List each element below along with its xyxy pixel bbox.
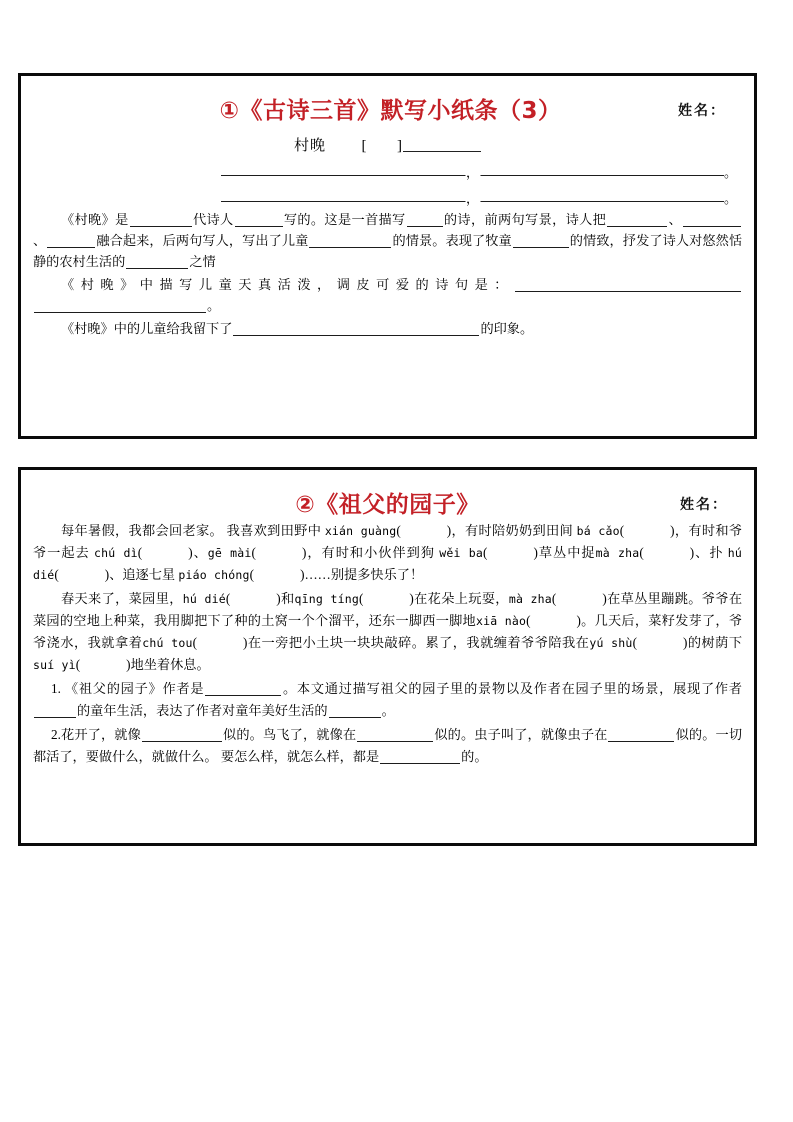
text-run: 2.花开了，就像 <box>51 727 141 742</box>
text-run: 。 <box>207 298 221 313</box>
text-run: ……别提多快乐了！ <box>304 567 424 582</box>
pinyin-hint: chú dì <box>94 546 138 560</box>
answer-blank[interactable] <box>233 321 479 336</box>
poem-title: 村晚 <box>293 138 326 154</box>
pinyin-hint: hú dié <box>33 546 743 582</box>
text-run: 似的。鸟飞了，就像在 <box>222 727 357 742</box>
bracket-open: [ <box>361 138 368 154</box>
answer-blank[interactable] <box>380 749 460 764</box>
verse-period: 。 <box>723 191 737 206</box>
text-run: 。几天后，菜籽发芽了，爷爷浇水，我就拿着 <box>33 613 743 650</box>
verse-line-1[interactable] <box>221 155 737 181</box>
pinyin-hint: wěi ba <box>439 546 484 560</box>
text-run: 《村晚》中的儿童给我留下了 <box>61 321 233 336</box>
text-run: 。 <box>381 703 395 718</box>
answer-blank[interactable] <box>34 703 76 718</box>
pinyin-hint: gē mài <box>207 546 252 560</box>
answer-blank[interactable] <box>407 212 443 227</box>
pinyin-hint: mà zha <box>508 592 552 606</box>
answer-blank[interactable] <box>205 681 281 696</box>
answer-parenthesis[interactable]: ( ) <box>551 591 607 606</box>
text-run: 每年暑假，我都会回老家。 <box>61 523 224 538</box>
sheet-1-header <box>31 84 744 124</box>
answer-blank[interactable] <box>142 727 222 742</box>
text-run: 在草丛里蹦跳。爷爷在菜园的空地上种菜，我用脚把下了种的土窝一个个溜平，还东一脚西一脚地 <box>33 591 743 628</box>
text-run: 地坐着休息。 <box>130 657 210 672</box>
passage-paragraph-2[interactable] <box>33 588 742 676</box>
pinyin-hint: qīng tíng <box>294 592 359 606</box>
answer-parenthesis[interactable]: ( ) <box>632 635 688 650</box>
answer-parenthesis[interactable]: ( ) <box>251 545 307 560</box>
text-run: 1. 《祖父的园子》作者是 <box>51 681 205 696</box>
text-run: 似的。一切都活了，要做什么，就做什么。 <box>33 727 743 764</box>
answer-blank[interactable] <box>357 727 433 742</box>
sheet-1-poem-title-line <box>31 134 744 155</box>
fill-paragraph-2[interactable] <box>33 274 742 316</box>
text-run: 和 <box>280 591 295 606</box>
answer-parenthesis[interactable]: ( ) <box>358 591 414 606</box>
text-run: 。本文通过描写祖父的园子里的景物以及作者在园子里的场景，展现了作者 <box>282 681 742 696</box>
pinyin-hint: suí yì <box>33 658 76 672</box>
answer-blank[interactable] <box>309 233 391 248</box>
answer-blank[interactable] <box>34 298 206 313</box>
text-run: 的情景。表现了牧童 <box>392 233 512 248</box>
text-run: 春天来了，菜园里， <box>61 591 183 606</box>
pinyin-hint: mà zha <box>595 546 640 560</box>
answer-parenthesis[interactable]: ( ) <box>483 545 538 560</box>
answer-parenthesis[interactable]: ( ) <box>526 613 581 628</box>
text-run: 、 <box>192 545 208 560</box>
text-run: 的印象。 <box>480 321 534 336</box>
answer-blank[interactable] <box>235 212 283 227</box>
text-run: 、扑 <box>694 545 728 560</box>
question-2[interactable] <box>33 724 742 768</box>
text-run: ，有时和小伙伴到狗 <box>306 545 440 560</box>
sheet-1-name-label: 姓名： <box>678 103 726 119</box>
sheet-2-name-label: 姓名： <box>680 497 728 513</box>
answer-parenthesis[interactable]: ( ) <box>639 545 695 560</box>
answer-parenthesis[interactable]: ( ) <box>137 545 193 560</box>
pinyin-hint: piáo chóng <box>178 568 250 582</box>
worksheet-box-2 <box>18 467 757 846</box>
text-run: 在一旁把小土块一块块敲碎。累了，我就缠着爷爷陪我在 <box>247 635 590 650</box>
verse-comma: ， <box>465 165 480 180</box>
text-run: 草丛中捉 <box>537 545 596 560</box>
pinyin-hint: xián guàng <box>324 524 397 538</box>
text-run: 在花朵上玩耍， <box>413 591 509 606</box>
pinyin-hint: yú shù <box>589 636 633 650</box>
text-run: 融合起来，后两句写人，写出了儿童 <box>96 233 309 248</box>
answer-parenthesis[interactable]: ( ) <box>249 567 305 582</box>
answer-blank[interactable] <box>608 727 674 742</box>
bracket-close: ] <box>397 138 403 154</box>
answer-blank[interactable] <box>683 212 741 227</box>
text-run: 似的。虫子叫了，就像虫子在 <box>434 727 608 742</box>
answer-parenthesis[interactable]: ( ) <box>54 567 110 582</box>
text-run: 的情致，抒发了诗人对悠然恬静的农村生活的 <box>33 233 743 269</box>
text-run: 、 <box>33 233 47 248</box>
pinyin-hint: chú tou <box>142 636 193 650</box>
passage-paragraph-1[interactable] <box>33 520 742 586</box>
text-run: 、 <box>668 212 683 227</box>
answer-blank[interactable] <box>126 254 188 269</box>
text-run: 我喜欢到田野中 <box>226 523 325 538</box>
sheet-2-header <box>31 478 744 518</box>
text-run: ，有时和爷爷一起去 <box>33 523 743 560</box>
answer-blank[interactable] <box>513 233 569 248</box>
answer-blank[interactable] <box>47 233 95 248</box>
text-run: 写的。这是一首描写 <box>283 212 406 227</box>
text-run: 要怎么样，就怎么样，都是 <box>220 749 380 764</box>
answer-parenthesis[interactable]: ( ) <box>396 523 452 538</box>
answer-parenthesis[interactable]: ( ) <box>192 635 248 650</box>
text-run: 之情 <box>189 254 216 269</box>
question-1[interactable] <box>33 678 742 722</box>
text-run: 的。 <box>461 749 488 764</box>
answer-parenthesis[interactable]: ( ) <box>75 657 131 672</box>
answer-blank[interactable] <box>130 212 192 227</box>
answer-parenthesis[interactable]: ( ) <box>619 523 675 538</box>
answer-blank[interactable] <box>515 277 741 292</box>
text-run: ，有时陪奶奶到田间 <box>451 523 577 538</box>
verse-line-2[interactable] <box>221 181 737 207</box>
pinyin-hint: hú dié <box>182 592 226 606</box>
sheet-1-title: ①《古诗三首》默写小纸条（3） <box>219 97 562 124</box>
text-run: 的诗，前两句写景，诗人把 <box>443 212 607 227</box>
verse-period: 。 <box>723 165 737 180</box>
author-blank[interactable] <box>403 136 481 152</box>
answer-blank[interactable] <box>607 212 667 227</box>
text-run: 的树荫下 <box>687 635 743 650</box>
text-run: 《村晚》是 <box>61 212 129 227</box>
text-run: 《村晚》中描写儿童天真活泼，调皮可爱的诗句是： <box>61 277 514 292</box>
text-run: 的童年生活，表达了作者对童年美好生活的 <box>77 703 328 718</box>
text-run: 代诗人 <box>192 212 234 227</box>
pinyin-hint: xiā nào <box>476 614 527 628</box>
pinyin-hint: bá cǎo <box>576 524 620 538</box>
answer-blank[interactable] <box>329 703 381 718</box>
sheet-2-title: ②《祖父的园子》 <box>295 491 480 518</box>
verse-comma: ， <box>465 191 480 206</box>
fill-paragraph-1[interactable] <box>33 209 742 272</box>
worksheet-box-1 <box>18 73 757 439</box>
answer-parenthesis[interactable]: ( ) <box>225 591 281 606</box>
text-run: 、追逐七星 <box>109 567 179 582</box>
fill-paragraph-3[interactable] <box>33 318 742 339</box>
